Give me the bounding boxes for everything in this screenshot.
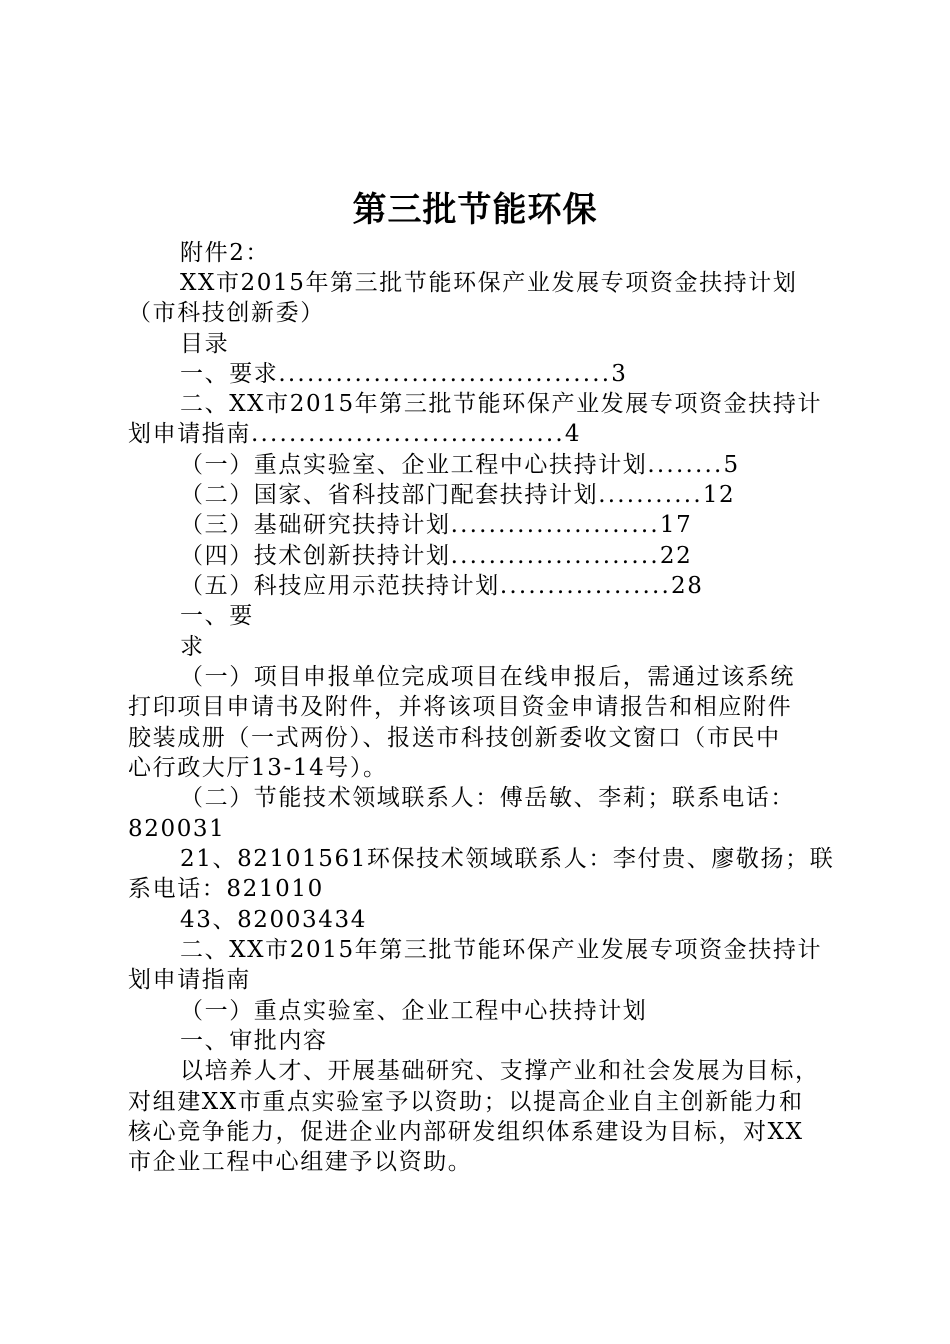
paragraph-1-line-3: 胶装成册（一式两份）、报送市科技创新委收文窗口（市民中 (128, 725, 781, 751)
toc-page-number: 3 (611, 361, 628, 387)
paragraph-1-line-1: （一）项目申报单位完成项目在线申报后，需通过该系统 (180, 664, 795, 690)
heading-line-1: XX市2015年第三批节能环保产业发展专项资金扶持计划 (180, 270, 798, 296)
toc-entry-text: （一）重点实验室、企业工程中心扶持计划 (180, 452, 648, 478)
toc-leader-dots: ................................. (251, 421, 565, 447)
heading-line-2: （市科技创新委） (128, 300, 325, 326)
toc-entry-6[interactable] (180, 541, 692, 571)
toc-page-number: 22 (659, 543, 693, 569)
toc-entry-7[interactable] (180, 571, 703, 601)
toc-entry-text: （三）基础研究扶持计划 (180, 512, 451, 538)
toc-title: 目录 (180, 331, 230, 357)
toc-entry-1[interactable] (180, 359, 628, 389)
toc-leader-dots: ...................... (450, 512, 660, 538)
paragraph-3-line-1: 以培养人才、开展基础研究、支撑产业和社会发展为目标， (180, 1058, 820, 1084)
toc-page-number: 12 (702, 482, 736, 508)
paragraph-3-line-2: 对组建XX市重点实验室予以资助；以提高企业自主创新能力和 (128, 1089, 804, 1115)
toc-entry-3[interactable] (180, 450, 740, 480)
paragraph-2-line-2: 820031 (128, 816, 226, 842)
attachment-label: 附件2： (180, 240, 271, 266)
section-2-heading-line-1: 二、XX市2015年第三批节能环保产业发展专项资金扶持计 (180, 937, 823, 963)
paragraph-3-line-4: 市企业工程中心组建予以资助。 (128, 1149, 473, 1175)
approval-content-heading: 一、审批内容 (180, 1028, 328, 1054)
toc-page-number: 4 (564, 421, 582, 447)
toc-leader-dots: ........... (598, 482, 703, 508)
section-1-heading-b: 求 (180, 634, 205, 660)
section-2-heading-line-2: 划申请指南 (128, 967, 251, 993)
toc-entry-text: 划申请指南 (128, 421, 251, 447)
toc-page-number: 5 (723, 452, 740, 478)
paragraph-2-line-3: 21、82101561环保技术领域联系人：李付贵、廖敬扬；联 (180, 846, 835, 872)
paragraph-2-line-5: 43、82003434 (180, 907, 367, 933)
paragraph-1-line-2: 打印项目申请书及附件，并将该项目资金申请报告和相应附件 (128, 694, 793, 720)
paragraph-2-line-4: 系电话：821010 (128, 876, 324, 902)
toc-leader-dots: ...................... (450, 543, 660, 569)
toc-entry-text: （四）技术创新扶持计划 (180, 543, 451, 569)
toc-leader-dots: .................. (499, 573, 672, 599)
toc-entry-2-line-2[interactable] (128, 419, 581, 449)
toc-leader-dots: ........ (647, 452, 724, 478)
toc-entry-text: （五）科技应用示范扶持计划 (180, 573, 500, 599)
document-title: 第三批节能环保 (352, 190, 598, 230)
toc-page-number: 28 (671, 573, 704, 599)
toc-entry-4[interactable] (180, 480, 735, 510)
toc-page-number: 17 (659, 512, 693, 538)
subsection-1-heading: （一）重点实验室、企业工程中心扶持计划 (180, 998, 648, 1024)
paragraph-1-line-4: 心行政大厅13-14号）。 (128, 755, 388, 781)
paragraph-3-line-3: 核心竞争能力，促进企业内部研发组织体系建设为目标，对XX (128, 1119, 804, 1145)
toc-entry-5[interactable] (180, 510, 692, 540)
toc-entry-text: 一、要求 (180, 361, 279, 387)
toc-entry-text: （二）国家、省科技部门配套扶持计划 (180, 482, 599, 508)
section-1-heading-a: 一、要 (180, 603, 254, 629)
toc-leader-dots: ................................... (278, 361, 612, 387)
paragraph-2-line-1: （二）节能技术领域联系人：傅岳敏、李莉；联系电话： (180, 785, 795, 811)
toc-entry-2-line-1[interactable]: 二、XX市2015年第三批节能环保产业发展专项资金扶持计 (180, 391, 823, 417)
